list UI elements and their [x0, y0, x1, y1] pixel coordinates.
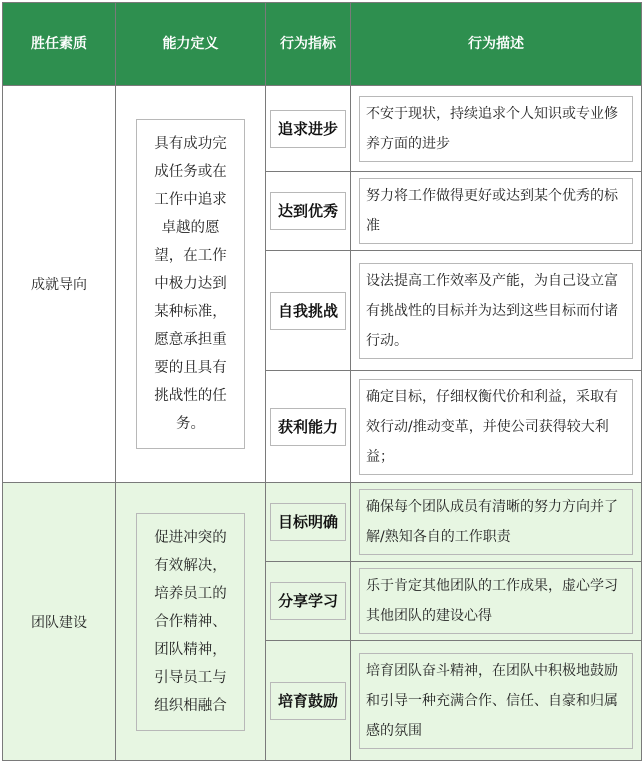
indicator-text: 培育鼓励 — [270, 682, 346, 720]
description-text: 设法提高工作效率及产能，为自己设立富有挑战性的目标并为达到这些目标而付诸行动。 — [359, 263, 633, 359]
header-definition: 能力定义 — [116, 3, 266, 86]
description-cell — [351, 641, 642, 761]
indicator-text: 自我挑战 — [270, 292, 346, 330]
description-text: 确保每个团队成员有清晰的努力方向并了解/熟知各自的工作职责 — [359, 489, 633, 555]
indicator-text: 获利能力 — [270, 408, 346, 446]
indicator-text: 分享学习 — [270, 582, 346, 620]
description-cell — [351, 251, 642, 371]
indicator-text: 追求进步 — [270, 110, 346, 148]
competency-cell: 团队建设 — [3, 483, 116, 761]
description-text: 确定目标，仔细权衡代价和利益，采取有效行动/推动变革，并使公司获得较大利益； — [359, 379, 633, 475]
indicator-cell — [266, 251, 351, 371]
competency-cell: 成就导向 — [3, 86, 116, 483]
header-row — [3, 3, 642, 86]
definition-cell — [116, 86, 266, 483]
description-text: 努力将工作做得更好或达到某个优秀的标准 — [359, 178, 633, 244]
description-text: 培育团队奋斗精神，在团队中积极地鼓励和引导一种充满合作、信任、自豪和归属感的氛围 — [359, 653, 633, 749]
description-cell — [351, 371, 642, 483]
description-text: 乐于肯定其他团队的工作成果，虚心学习其他团队的建设心得 — [359, 568, 633, 634]
definition-cell — [116, 483, 266, 761]
indicator-cell — [266, 86, 351, 172]
competency-table — [2, 2, 642, 761]
description-cell — [351, 86, 642, 172]
indicator-text: 达到优秀 — [270, 192, 346, 230]
header-competency: 胜任素质 — [3, 3, 116, 86]
description-cell — [351, 483, 642, 562]
table-row — [3, 86, 642, 172]
description-cell — [351, 172, 642, 251]
indicator-cell — [266, 172, 351, 251]
indicator-cell — [266, 562, 351, 641]
description-text: 不安于现状，持续追求个人知识或专业修养方面的进步 — [359, 96, 633, 162]
table-row — [3, 483, 642, 562]
indicator-cell — [266, 483, 351, 562]
header-indicator-text: 行为指标 — [280, 36, 336, 52]
indicator-cell — [266, 371, 351, 483]
header-description: 行为描述 — [351, 3, 642, 86]
indicator-text: 目标明确 — [270, 503, 346, 541]
definition-text: 具有成功完成任务或在工作中追求卓越的愿望，在工作中极力达到某种标准，愿意承担重要的且具有挑战性的任务。 — [136, 119, 245, 449]
description-cell — [351, 562, 642, 641]
indicator-cell — [266, 641, 351, 761]
header-indicator — [266, 3, 351, 86]
definition-text: 促进冲突的有效解决，培养员工的合作精神、团队精神，引导员工与组织相融合 — [136, 513, 245, 731]
